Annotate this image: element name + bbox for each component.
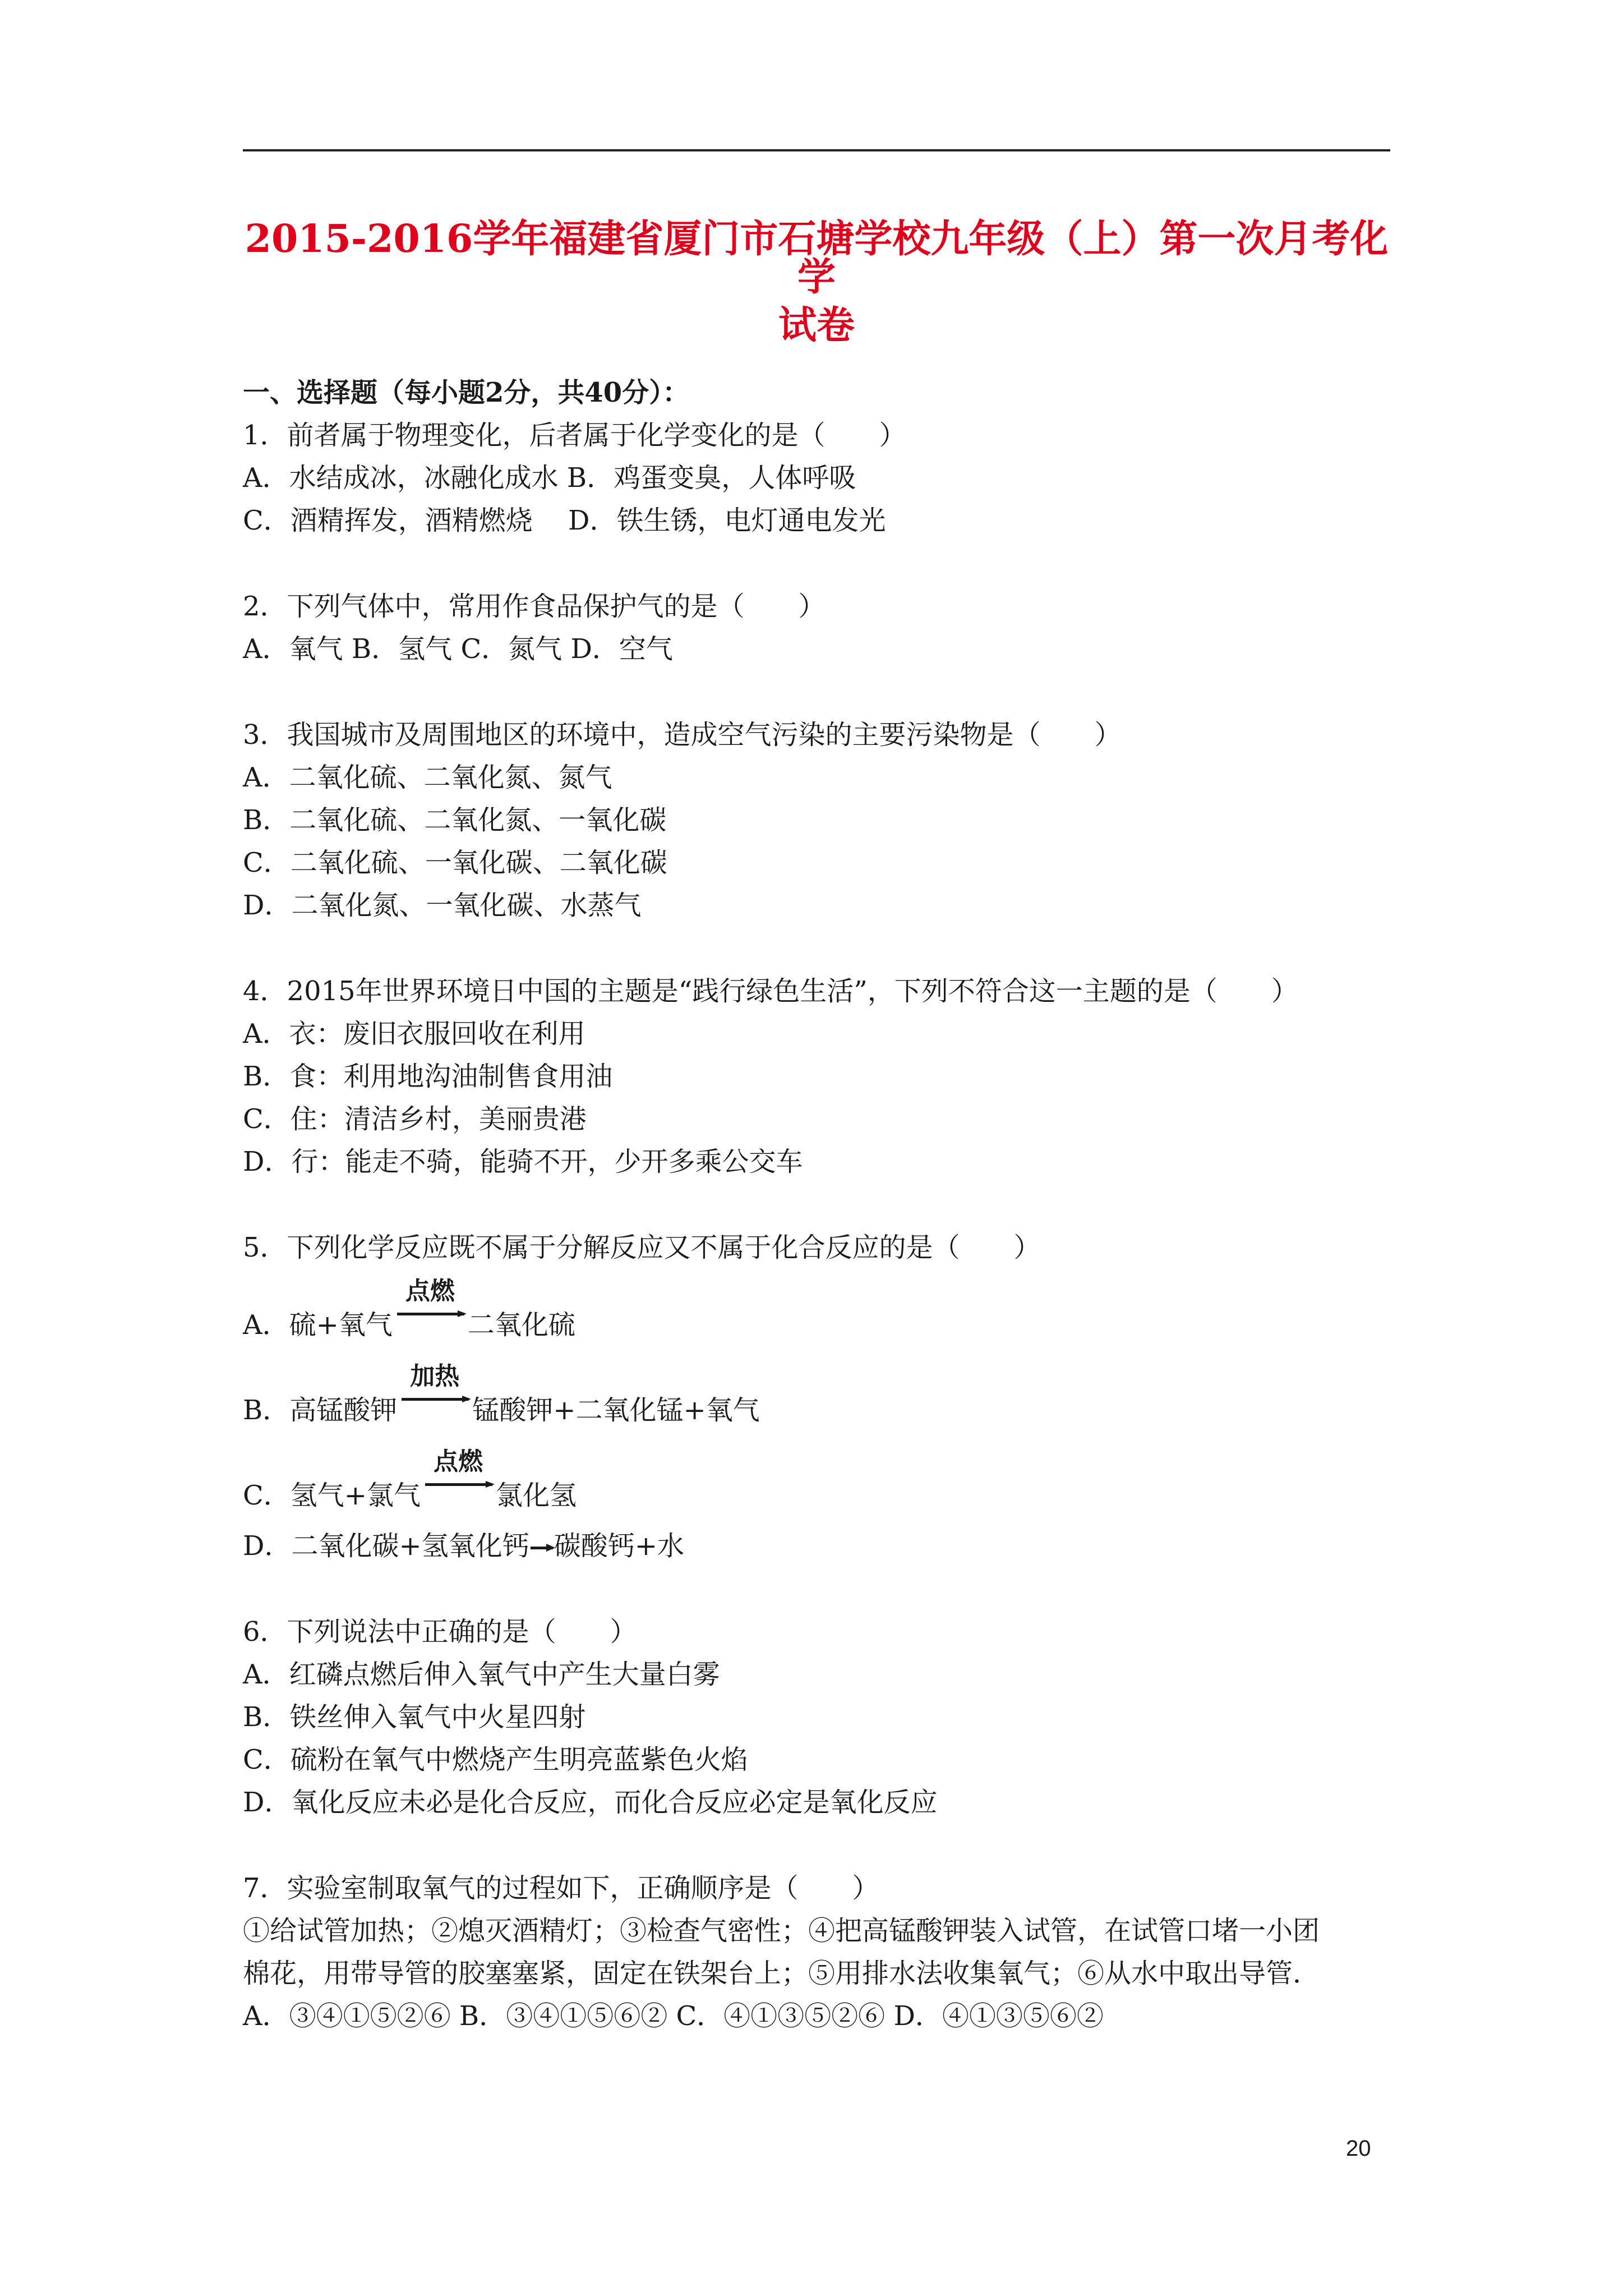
- products: 碳酸钙+水: [554, 1530, 684, 1562]
- reactants: D．二氧化碳+氢氧化钙: [243, 1530, 529, 1562]
- document-title-line-1: 2015-2016学年福建省厦门市石塘学校九年级（上）第一次月考化学: [245, 217, 1389, 300]
- option-a: A．红磷点燃后伸入氧气中产生大量白雾: [243, 1659, 720, 1690]
- option-b: B．食：利用地沟油制售食用油: [243, 1061, 613, 1092]
- arrow-icon: [397, 1313, 464, 1315]
- question-1: [243, 414, 1390, 542]
- reaction-condition: 加热: [410, 1362, 460, 1391]
- question-5: [243, 1226, 1390, 1567]
- page-number: 20: [1346, 2136, 1371, 2161]
- option-d: D．行：能走不骑，能骑不开，少开多乘公交车: [243, 1146, 803, 1177]
- question-2: [243, 585, 1390, 670]
- spacer: [243, 1567, 1390, 1611]
- spacer: [243, 1183, 1390, 1226]
- products: 锰酸钾+二氧化锰+氧气: [472, 1395, 760, 1426]
- option-line: A．氧气 B．氢气 C．氮气 D．空气: [243, 633, 673, 665]
- question-stem: 7．实验室制取氧气的过程如下，正确顺序是（ ）: [243, 1872, 879, 1904]
- procedure-steps-line-2: 棉花，用带导管的胶塞塞紧，固定在铁架台上；⑤用排水法收集氧气；⑥从水中取出导管．: [243, 1958, 1320, 1989]
- option-c: C．硫粉在氧气中燃烧产生明亮蓝紫色火焰: [243, 1744, 748, 1775]
- question-4: [243, 970, 1390, 1183]
- reaction-condition: 点燃: [433, 1447, 483, 1476]
- question-stem: 2．下列气体中，常用作食品保护气的是（ ）: [243, 591, 826, 622]
- option-c: C．二氧化硫、一氧化碳、二氧化碳: [243, 847, 667, 878]
- products: 氯化氢: [495, 1480, 577, 1511]
- option-c: [243, 1439, 1390, 1525]
- question-3: [243, 714, 1390, 927]
- option-d: [243, 1525, 1390, 1567]
- question-stem: 6．下列说法中正确的是（ ）: [243, 1616, 637, 1648]
- reactants: A．硫+氧气: [243, 1309, 393, 1341]
- option-b: [243, 1354, 1390, 1439]
- option-a: A．二氧化硫、二氧化氮、氮气: [243, 762, 612, 793]
- arrow-icon: [531, 1547, 553, 1549]
- option-b: B．铁丝伸入氧气中火星四射: [243, 1701, 586, 1733]
- arrow-icon: [402, 1398, 469, 1401]
- spacer: [243, 927, 1390, 970]
- option-line: C．酒精挥发，酒精燃烧 D．铁生锈，电灯通电发光: [243, 505, 886, 536]
- section-heading: 一、选择题（每小题2分，共40分）：: [243, 377, 690, 408]
- reactants: C．氢气+氯气: [243, 1480, 421, 1511]
- option-d: D．二氧化氮、一氧化碳、水蒸气: [243, 890, 642, 921]
- exam-content: [243, 371, 1390, 2037]
- spacer: [243, 670, 1390, 714]
- option-d: D．氧化反应未必是化合反应，而化合反应必定是氧化反应: [243, 1787, 938, 1818]
- option-a: A．衣：废旧衣服回收在利用: [243, 1018, 585, 1050]
- option-line: A．③④①⑤②⑥ B．③④①⑤⑥② C．④①③⑤②⑥ D．④①③⑤⑥②: [243, 2000, 1104, 2032]
- procedure-steps-line-1: ①给试管加热；②熄灭酒精灯；③检查气密性；④把高锰酸钾装入试管，在试管口堵一小团: [243, 1915, 1320, 1947]
- option-a: [243, 1269, 1390, 1354]
- reaction-arrow: [398, 1362, 471, 1424]
- question-7: [243, 1867, 1390, 2037]
- question-stem: 1．前者属于物理变化，后者属于化学变化的是（ ）: [243, 420, 906, 451]
- arrow-icon: [425, 1483, 492, 1486]
- option-c: C．住：清洁乡村，美丽贵港: [243, 1103, 587, 1135]
- question-stem: 3．我国城市及周围地区的环境中，造成空气污染的主要污染物是（ ）: [243, 719, 1122, 751]
- reaction-condition: 点燃: [405, 1277, 455, 1305]
- spacer: [243, 542, 1390, 585]
- reaction-arrow: [422, 1447, 495, 1509]
- reaction-arrow: [394, 1277, 467, 1338]
- question-6: [243, 1611, 1390, 1824]
- question-stem: 5．下列化学反应既不属于分解反应又不属于化合反应的是（ ）: [243, 1232, 1041, 1263]
- question-stem: 4．2015年世界环境日中国的主题是“践行绿色生活”，下列不符合这一主题的是（ ）: [243, 976, 1298, 1007]
- option-b: B．二氧化硫、二氧化氮、一氧化碳: [243, 804, 667, 836]
- document-title-line-2: 试卷: [778, 303, 855, 348]
- products: 二氧化硫: [467, 1309, 575, 1341]
- header-rule: [243, 149, 1390, 151]
- reactants: B．高锰酸钾: [243, 1395, 398, 1426]
- spacer: [243, 1824, 1390, 1867]
- option-line: A．水结成冰，冰融化成水 B．鸡蛋变臭，人体呼吸: [243, 462, 856, 494]
